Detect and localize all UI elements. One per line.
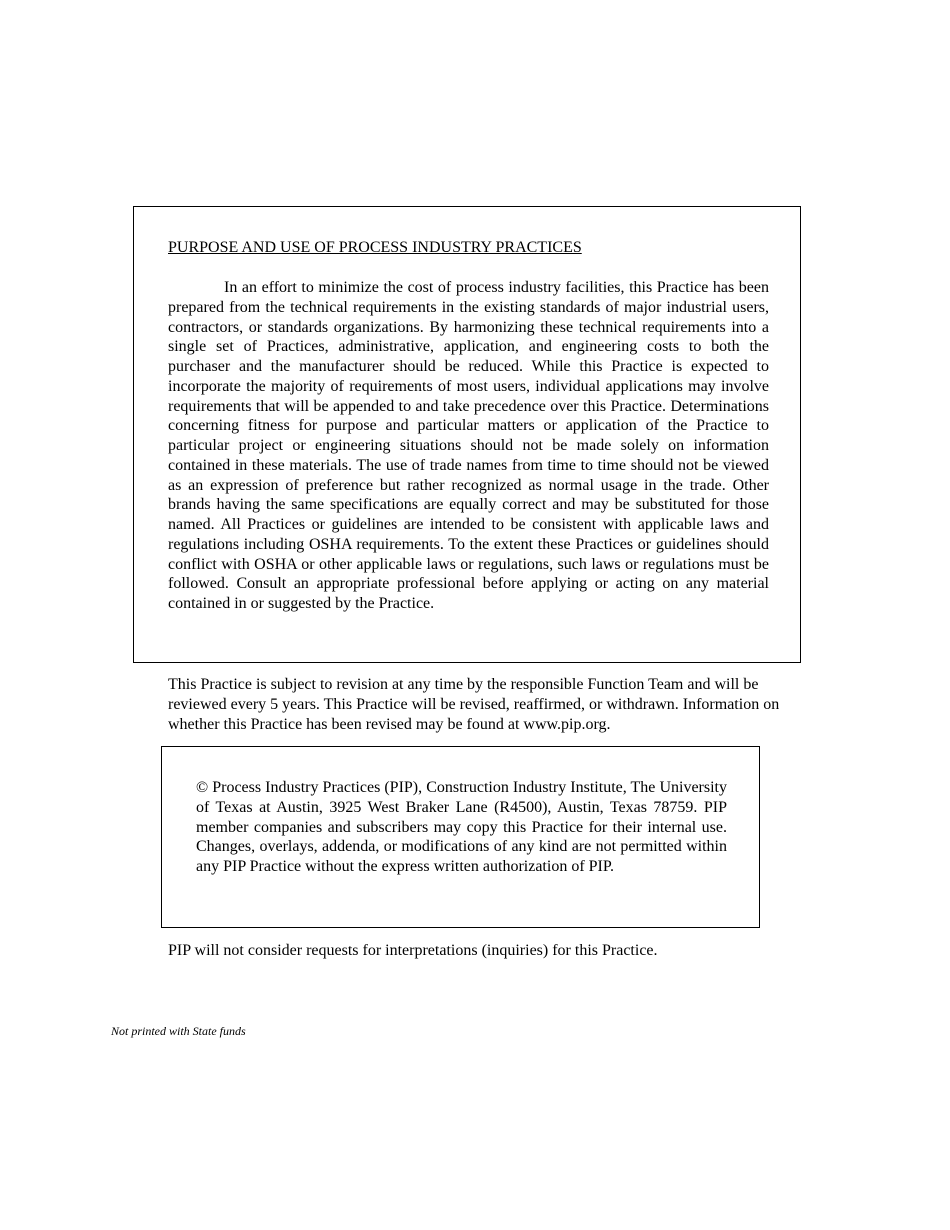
copyright-notice: © Process Industry Practices (PIP), Construction Industry Institute, The University of Texas at Austin, 3925 West Braker Lane (R4500), Austin, Texas 78759. PIP member companies and subscribers may copy this Practice for their internal use. Changes, overlays, addenda, or modifications of any kind are not permitted within any PIP Practice without the express written authorization of PIP. [196,779,727,875]
purpose-heading: PURPOSE AND USE OF PROCESS INDUSTRY PRACTICES [168,239,582,256]
purpose-body: In an effort to minimize the cost of process industry facilities, this Practice has been prepared from the technical requirements in the existing standards of major industrial users, contractors, or standards organizations. By harmonizing these technical requirements into a single set of Practices, administrative, application, and engineering costs to both the purchaser and the manufacturer should be reduced. While this Practice is expected to incorporate the majority of requirements of most users, individual applications may involve requirements that will be appended to and take precedence over this Practice. Determinations concerning fitness for purpose and particular matters or application of the Practice to particular project or engineering situations should not be made solely on information contained in these materials. The use of trade names from time to time should not be viewed as an expression of preference but rather recognized as normal usage in the trade. Other brands having the same specifications are equally correct and may be substituted for those named. All Practices or guidelines are intended to be consistent with applicable laws and regulations including OSHA requirements. To the extent these Practices or guidelines should conflict with OSHA or other applicable laws or regulations, such laws or regulations must be followed. Consult an appropriate professional before applying or acting on any material contained in or suggested by the Practice. [168,279,769,612]
purpose-box [133,206,801,663]
copyright-box [161,746,760,928]
footer-note: Not printed with State funds [111,1024,246,1038]
revision-note: This Practice is subject to revision at any time by the responsible Function Team and will be reviewed every 5 years. This Practice will be revised, reaffirmed, or withdrawn. Information on whether this Practice has been revised may be found at www.pip.org. [168,676,780,733]
inquiries-note: PIP will not consider requests for interpretations (inquiries) for this Practice. [168,942,658,959]
